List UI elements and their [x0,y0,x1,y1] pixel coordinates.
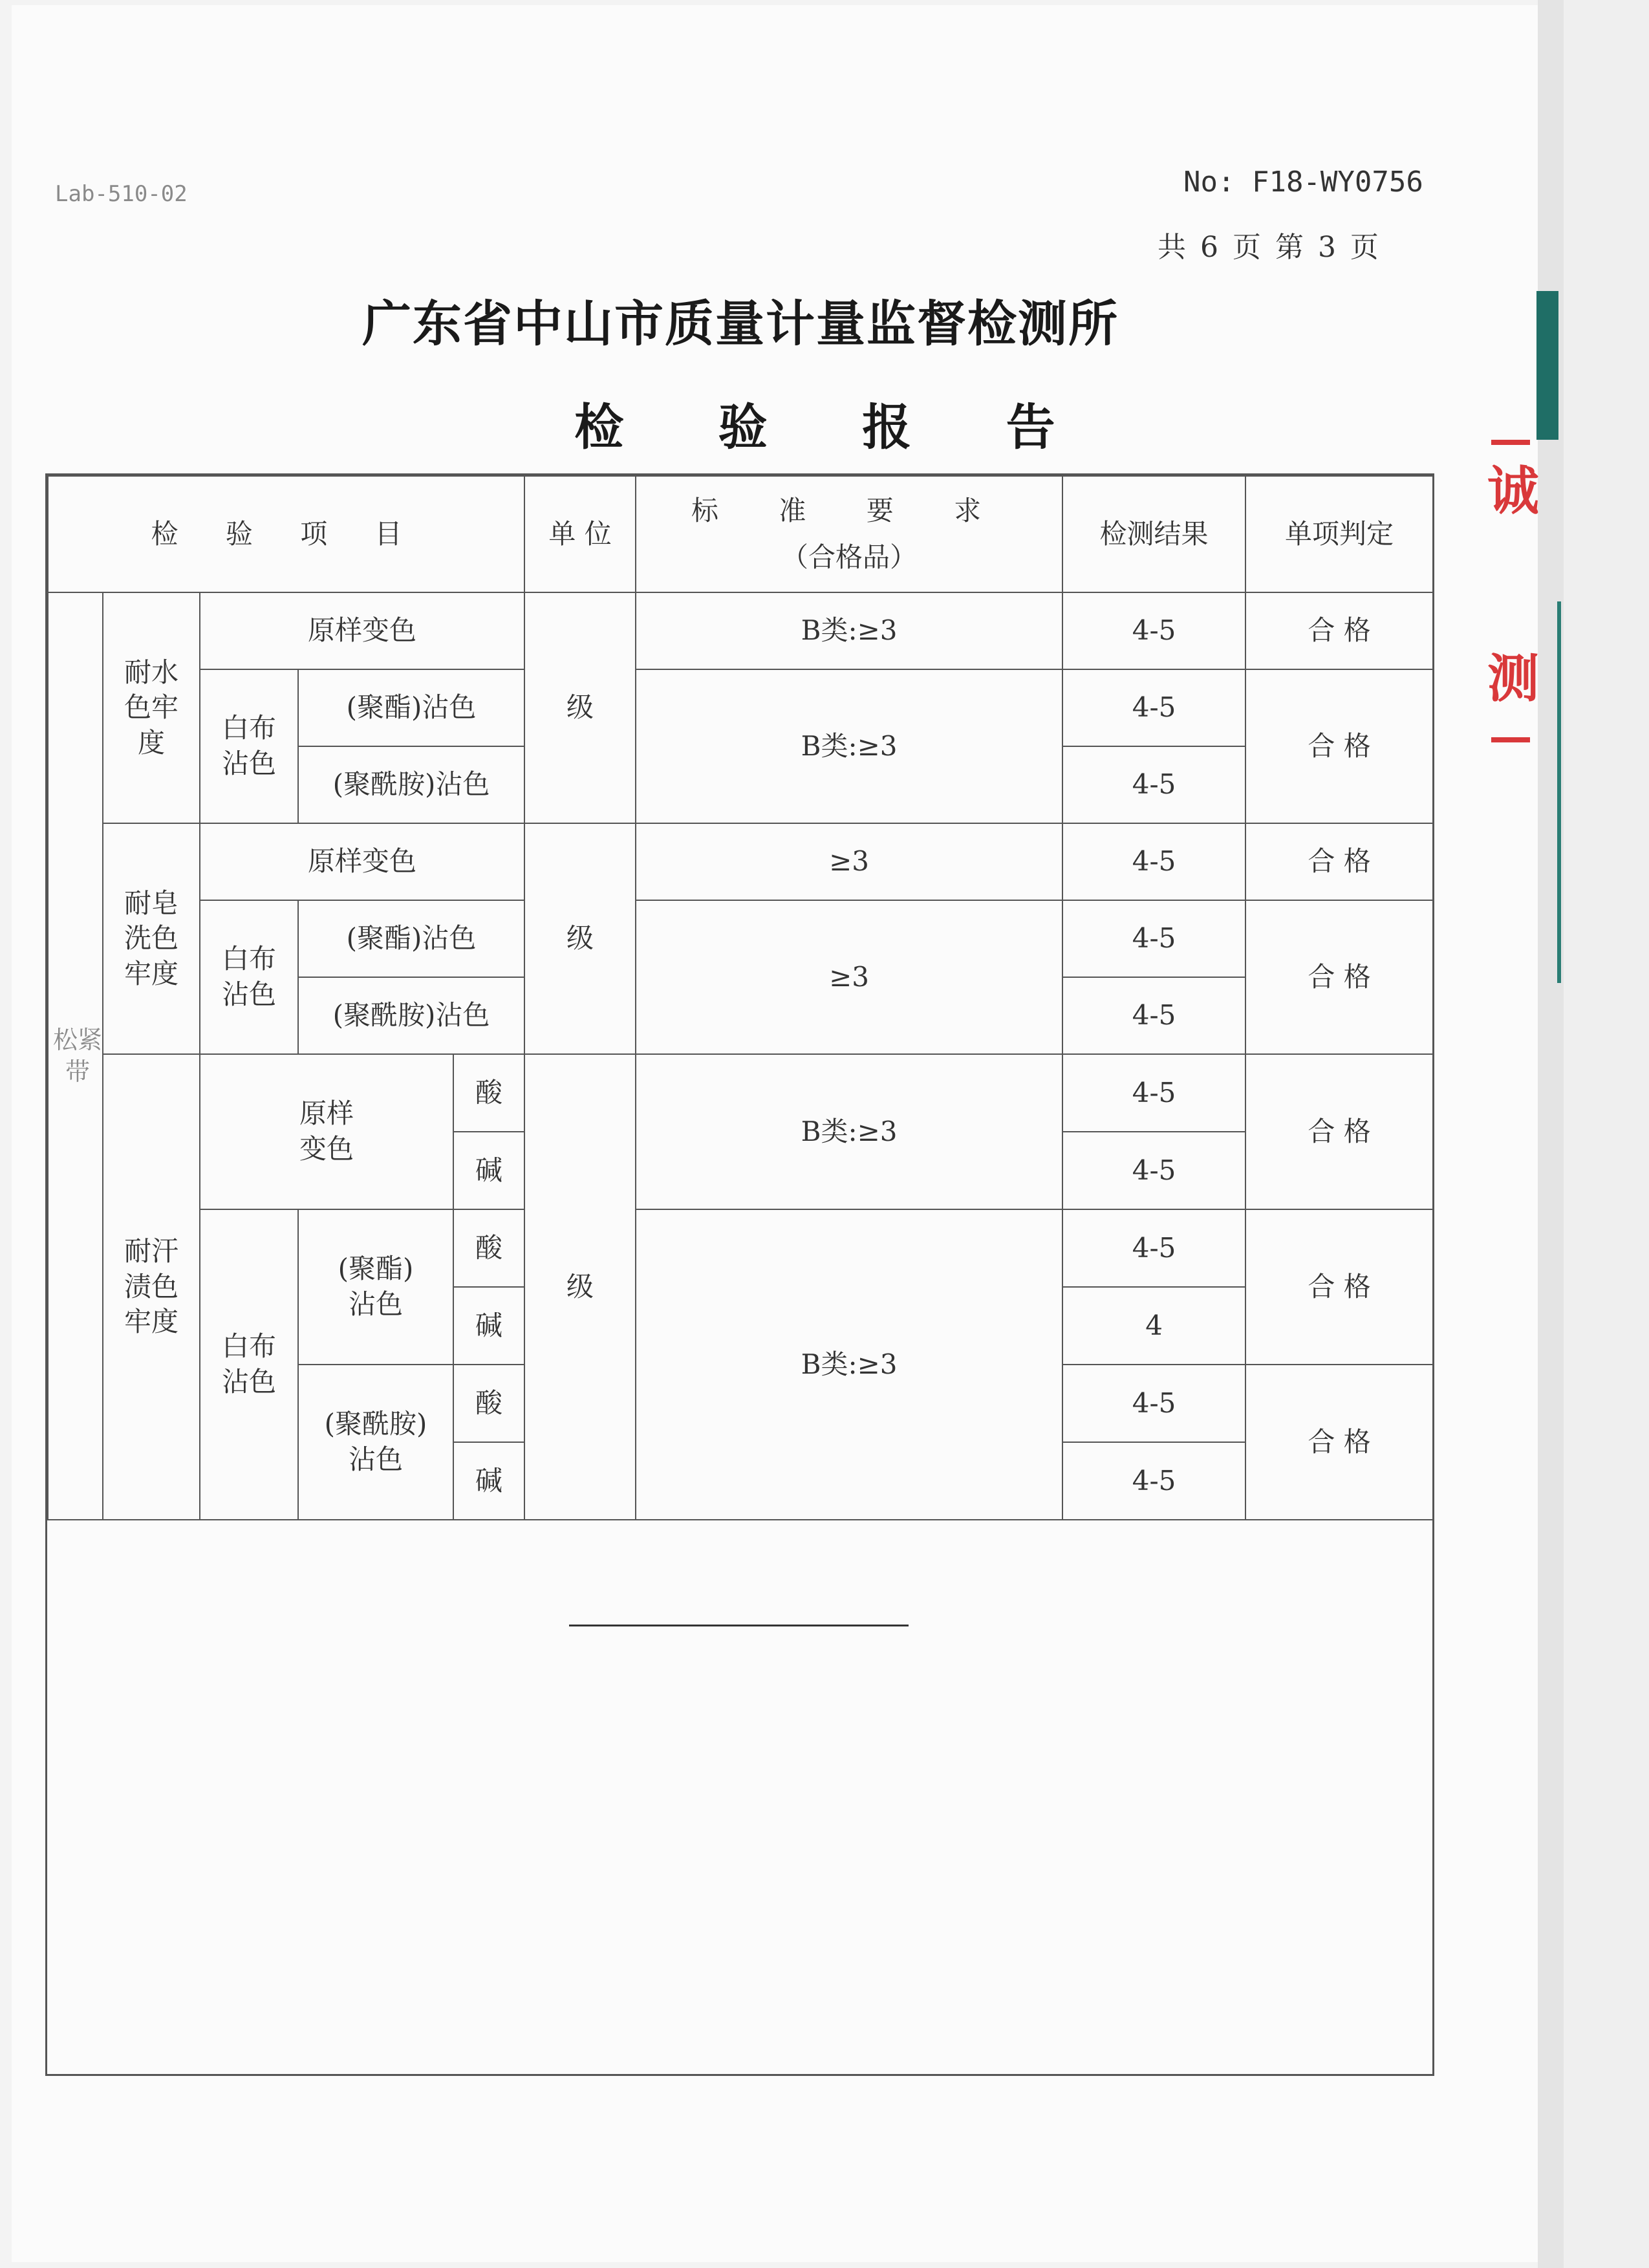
result-cell [1062,1287,1245,1365]
unit-value: 级 [566,922,594,955]
standard-cell [636,900,1062,1054]
result-value: 4-5 [1132,1231,1176,1264]
verdict-cell [1245,823,1433,900]
condition-value: 碱 [475,1464,503,1496]
stamp-char-1: 诚 [1487,461,1539,521]
standard-cell [636,1054,1062,1209]
condition-value: 酸 [475,1076,503,1108]
sub-item-cell [298,900,524,977]
result-value: 4-5 [1132,1464,1176,1496]
table-row [48,1054,1433,1132]
sub-item: 原样变色 [308,614,417,647]
standard-cell [636,1209,1062,1520]
result-cell [1062,1054,1245,1132]
col-standard-sublabel: （合格品） [781,541,918,573]
standard-value: ≥3 [829,845,870,878]
result-cell [1062,977,1245,1054]
header-row [48,476,1433,592]
verdict-value: 合 格 [1308,845,1371,878]
group-name: 耐汗渍色牢度 [124,1235,178,1338]
unit-value: 级 [566,691,594,724]
result-value: 4-5 [1132,614,1176,647]
table-row [48,823,1433,900]
table-row [48,1209,1433,1287]
sub-item: 原样变色 [299,1097,354,1165]
col-standard-label: 标 准 要 求 [691,494,1008,526]
sub-item-cell [298,669,524,746]
sample-name: 松紧带 [52,1025,102,1086]
result-cell [1062,669,1245,746]
sub-item-cell [298,1209,453,1365]
verdict-value: 合 格 [1308,1270,1371,1302]
form-code: Lab-510-02 [55,181,188,207]
verdict-value: 合 格 [1308,614,1371,647]
col-unit-label: 单 位 [548,517,612,550]
end-rule [569,1625,909,1626]
condition-value: 碱 [475,1154,503,1186]
sub-group-cell [200,669,298,823]
group-name: 耐皂洗色牢度 [124,887,178,989]
sub-item-cell [200,1054,453,1209]
col-unit-header [524,476,636,592]
group-name-cell [103,823,200,1054]
condition-cell [453,1442,524,1520]
col-verdict-label: 单项判定 [1285,517,1394,550]
verdict-value: 合 格 [1308,1425,1371,1458]
result-value: 4-5 [1132,922,1176,955]
result-value: 4-5 [1132,999,1176,1031]
result-cell [1062,1365,1245,1442]
result-value: 4-5 [1132,1154,1176,1186]
page-info: 共 6 页 第 3 页 [1158,231,1381,264]
result-cell [1062,592,1245,669]
condition-cell [453,1287,524,1365]
col-result-label: 检测结果 [1099,517,1209,550]
condition-cell [453,1054,524,1132]
sub-item: (聚酯)沾色 [346,922,477,955]
condition-cell [453,1132,524,1209]
verdict-cell [1245,669,1433,823]
sub-group-cell [200,1209,298,1520]
sub-item-cell [200,592,524,669]
result-value: 4-5 [1132,768,1176,801]
inspection-table [47,475,1434,1520]
standard-value: B类:≥3 [801,1348,898,1380]
verdict-cell [1245,1054,1433,1209]
binder-line [1557,601,1561,983]
col-result-header [1062,476,1245,592]
sub-item: (聚酯)沾色 [346,691,477,724]
col-item-header [48,476,524,592]
sub-item: (聚酯)沾色 [338,1253,414,1320]
standard-cell [636,592,1062,669]
condition-cell [453,1209,524,1287]
verdict-cell [1245,1365,1433,1520]
verdict-cell [1245,900,1433,1054]
sub-item: (聚酰胺)沾色 [324,1408,427,1475]
result-value: 4-5 [1132,1076,1176,1108]
result-value: 4-5 [1132,845,1176,878]
institute-name: 广东省中山市质量计量监督检测所 [362,295,1119,352]
sub-item-cell [298,1365,453,1520]
sub-item-cell [298,746,524,823]
result-cell [1062,746,1245,823]
condition-cell [453,1365,524,1442]
sub-item: (聚酰胺)沾色 [332,999,490,1031]
unit-cell [524,592,636,823]
standard-value: B类:≥3 [801,1115,898,1147]
stamp-rule-bottom [1491,737,1530,742]
sub-group: 白布沾色 [221,1330,276,1398]
result-cell [1062,1209,1245,1287]
col-verdict-header [1245,476,1433,592]
standard-value: B类:≥3 [801,614,898,647]
standard-cell [636,669,1062,823]
sample-name-cell [48,592,103,1520]
sub-group: 白布沾色 [221,712,276,779]
report-title: 检 验 报 告 [574,398,1094,456]
group-name-cell [103,592,200,823]
standard-value: ≥3 [829,960,870,993]
result-cell [1062,823,1245,900]
group-name: 耐水色牢度 [124,656,178,759]
result-value: 4-5 [1132,1387,1176,1419]
condition-value: 酸 [475,1231,503,1264]
report-number: No: F18-WY0756 [1183,166,1423,199]
condition-value: 酸 [475,1387,503,1419]
result-cell [1062,1132,1245,1209]
verdict-value: 合 格 [1308,729,1371,762]
sub-group-cell [200,900,298,1054]
sub-item-cell [200,823,524,900]
table-row [48,900,1433,977]
unit-value: 级 [566,1270,594,1302]
verdict-cell [1245,592,1433,669]
sub-item-cell [298,977,524,1054]
standard-cell [636,823,1062,900]
verdict-cell [1245,1209,1433,1365]
result-cell [1062,1442,1245,1520]
sub-item: 原样变色 [308,845,417,878]
scan-edge-2 [1564,0,1649,2268]
condition-value: 碱 [475,1309,503,1341]
result-cell [1062,900,1245,977]
col-item-label: 检 验 项 目 [151,517,422,550]
stamp-char-2: 测 [1487,649,1539,709]
result-value: 4 [1145,1309,1163,1341]
table-row [48,669,1433,746]
group-name-cell [103,1054,200,1520]
verdict-value: 合 格 [1308,1115,1371,1147]
red-seal-stamp [1487,440,1539,750]
verdict-value: 合 格 [1308,960,1371,993]
result-value: 4-5 [1132,691,1176,724]
table-row [48,592,1433,669]
sub-group: 白布沾色 [221,943,276,1010]
standard-value: B类:≥3 [801,729,898,762]
col-standard-header [636,476,1062,592]
unit-cell [524,823,636,1054]
unit-cell [524,1054,636,1520]
sub-item: (聚酰胺)沾色 [332,768,490,801]
